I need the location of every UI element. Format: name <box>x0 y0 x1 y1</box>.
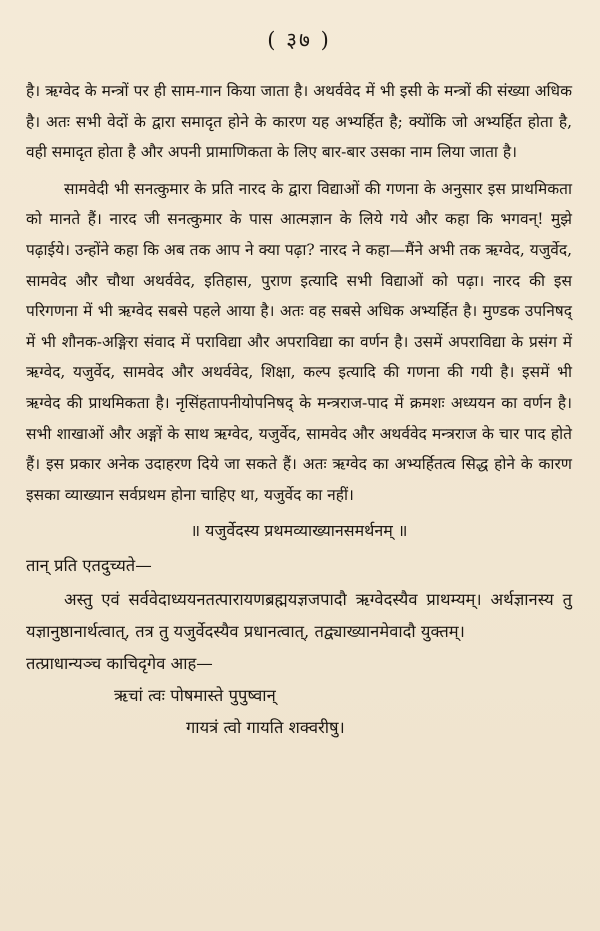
verse-line-2: गायत्रं त्वो गायति शक्वरीषु। <box>186 718 345 738</box>
verse <box>26 680 572 744</box>
paragraph-2: सामवेदी भी सनत्कुमार के प्रति नारद के द्वारा विद्याओं की गणना के अनुसार इस प्राथमिकता को मानते हैं। नारद जी सनत्कुमार के पास आत्मज्ञान के लिये गये और कहा कि भगवन्! मुझे पढ़ाईये। उन्होंने कहा कि अब तक आप ने क्या पढ़ा? नारद ने कहा—मैंने अभी तक ऋग्वेद, यजुर्वेद, सामवेद और चौथा अथर्ववेद, इतिहास, पुराण इत्यादि सभी विद्याओं को पढ़ा। नारद की इस परिगणना में भी ऋग्वेद सबसे पहले आया है। अतः वह सबसे अधिक अभ्यर्हित है। मुण्डक उपनिषद् में भी शौनक-अङ्गिरा संवाद में पराविद्या और अपराविद्या का वर्णन है। उसमें अपराविद्या के प्रसंग में ऋग्वेद, यजुर्वेद, सामवेद और अथर्ववेद, शिक्षा, कल्प इत्यादि की गणना की गयी है। इसमें भी ऋग्वेद की प्राथमिकता है। नृसिंहतापनीयोपनिषद् के मन्त्रराज-पाद में क्रमशः अध्ययन का वर्णन है। सभी शाखाओं और अङ्गों के साथ ऋग्वेद, यजुर्वेद, सामवेद और अथर्ववेद मन्त्रराज के चार पाद होते हैं। इस प्रकार अनेक उदाहरण दिये जा सकते हैं। अतः ऋग्वेद का अभ्यर्हितत्व सिद्ध होने के कारण इसका व्याख्यान सर्वप्रथम होना चाहिए था, यजुर्वेद का नहीं। <box>26 179 572 504</box>
section-heading: ॥ यजुर्वेदस्य प्रथमव्याख्यानसमर्थनम् ॥ <box>190 521 408 541</box>
intro-line: तान् प्रति एतदुच्यते— <box>26 556 152 576</box>
verse-line-1: ऋचां त्वः पोषमास्ते पुपुष्वान् <box>114 686 276 706</box>
intro-line-2: तत्प्राधान्यञ्च काचिदृगेव आह— <box>26 654 213 674</box>
paragraph-1: है। ऋग्वेद के मन्त्रों पर ही साम-गान किया जाता है। अथर्ववेद में भी इसी के मन्त्रों की संख्या अधिक है। अतः सभी वेदों के द्वारा समादृत होने के कारण यह अभ्यर्हित है; क्योंकि जो अभ्यर्हित होता है, वही समादृत होता है और अपनी प्रामाणिकता के लिए बार-बार उसका नाम लिया जाता है। <box>26 82 572 162</box>
sanskrit-quote: अस्तु एवं सर्ववेदाध्ययनतत्पारायणब्रह्मयज्ञजपादौ ऋग्वेदस्यैव प्राथम्यम्। अर्थज्ञानस्य तु यज्ञानुष्ठानार्थत्वात्, तत्र तु यजुर्वेदस्यैव प्रधानत्वात्, तद्व्याख्यानमेवादौ युक्तम्। <box>26 590 572 642</box>
page-number: ( ३७ ) <box>267 28 331 52</box>
